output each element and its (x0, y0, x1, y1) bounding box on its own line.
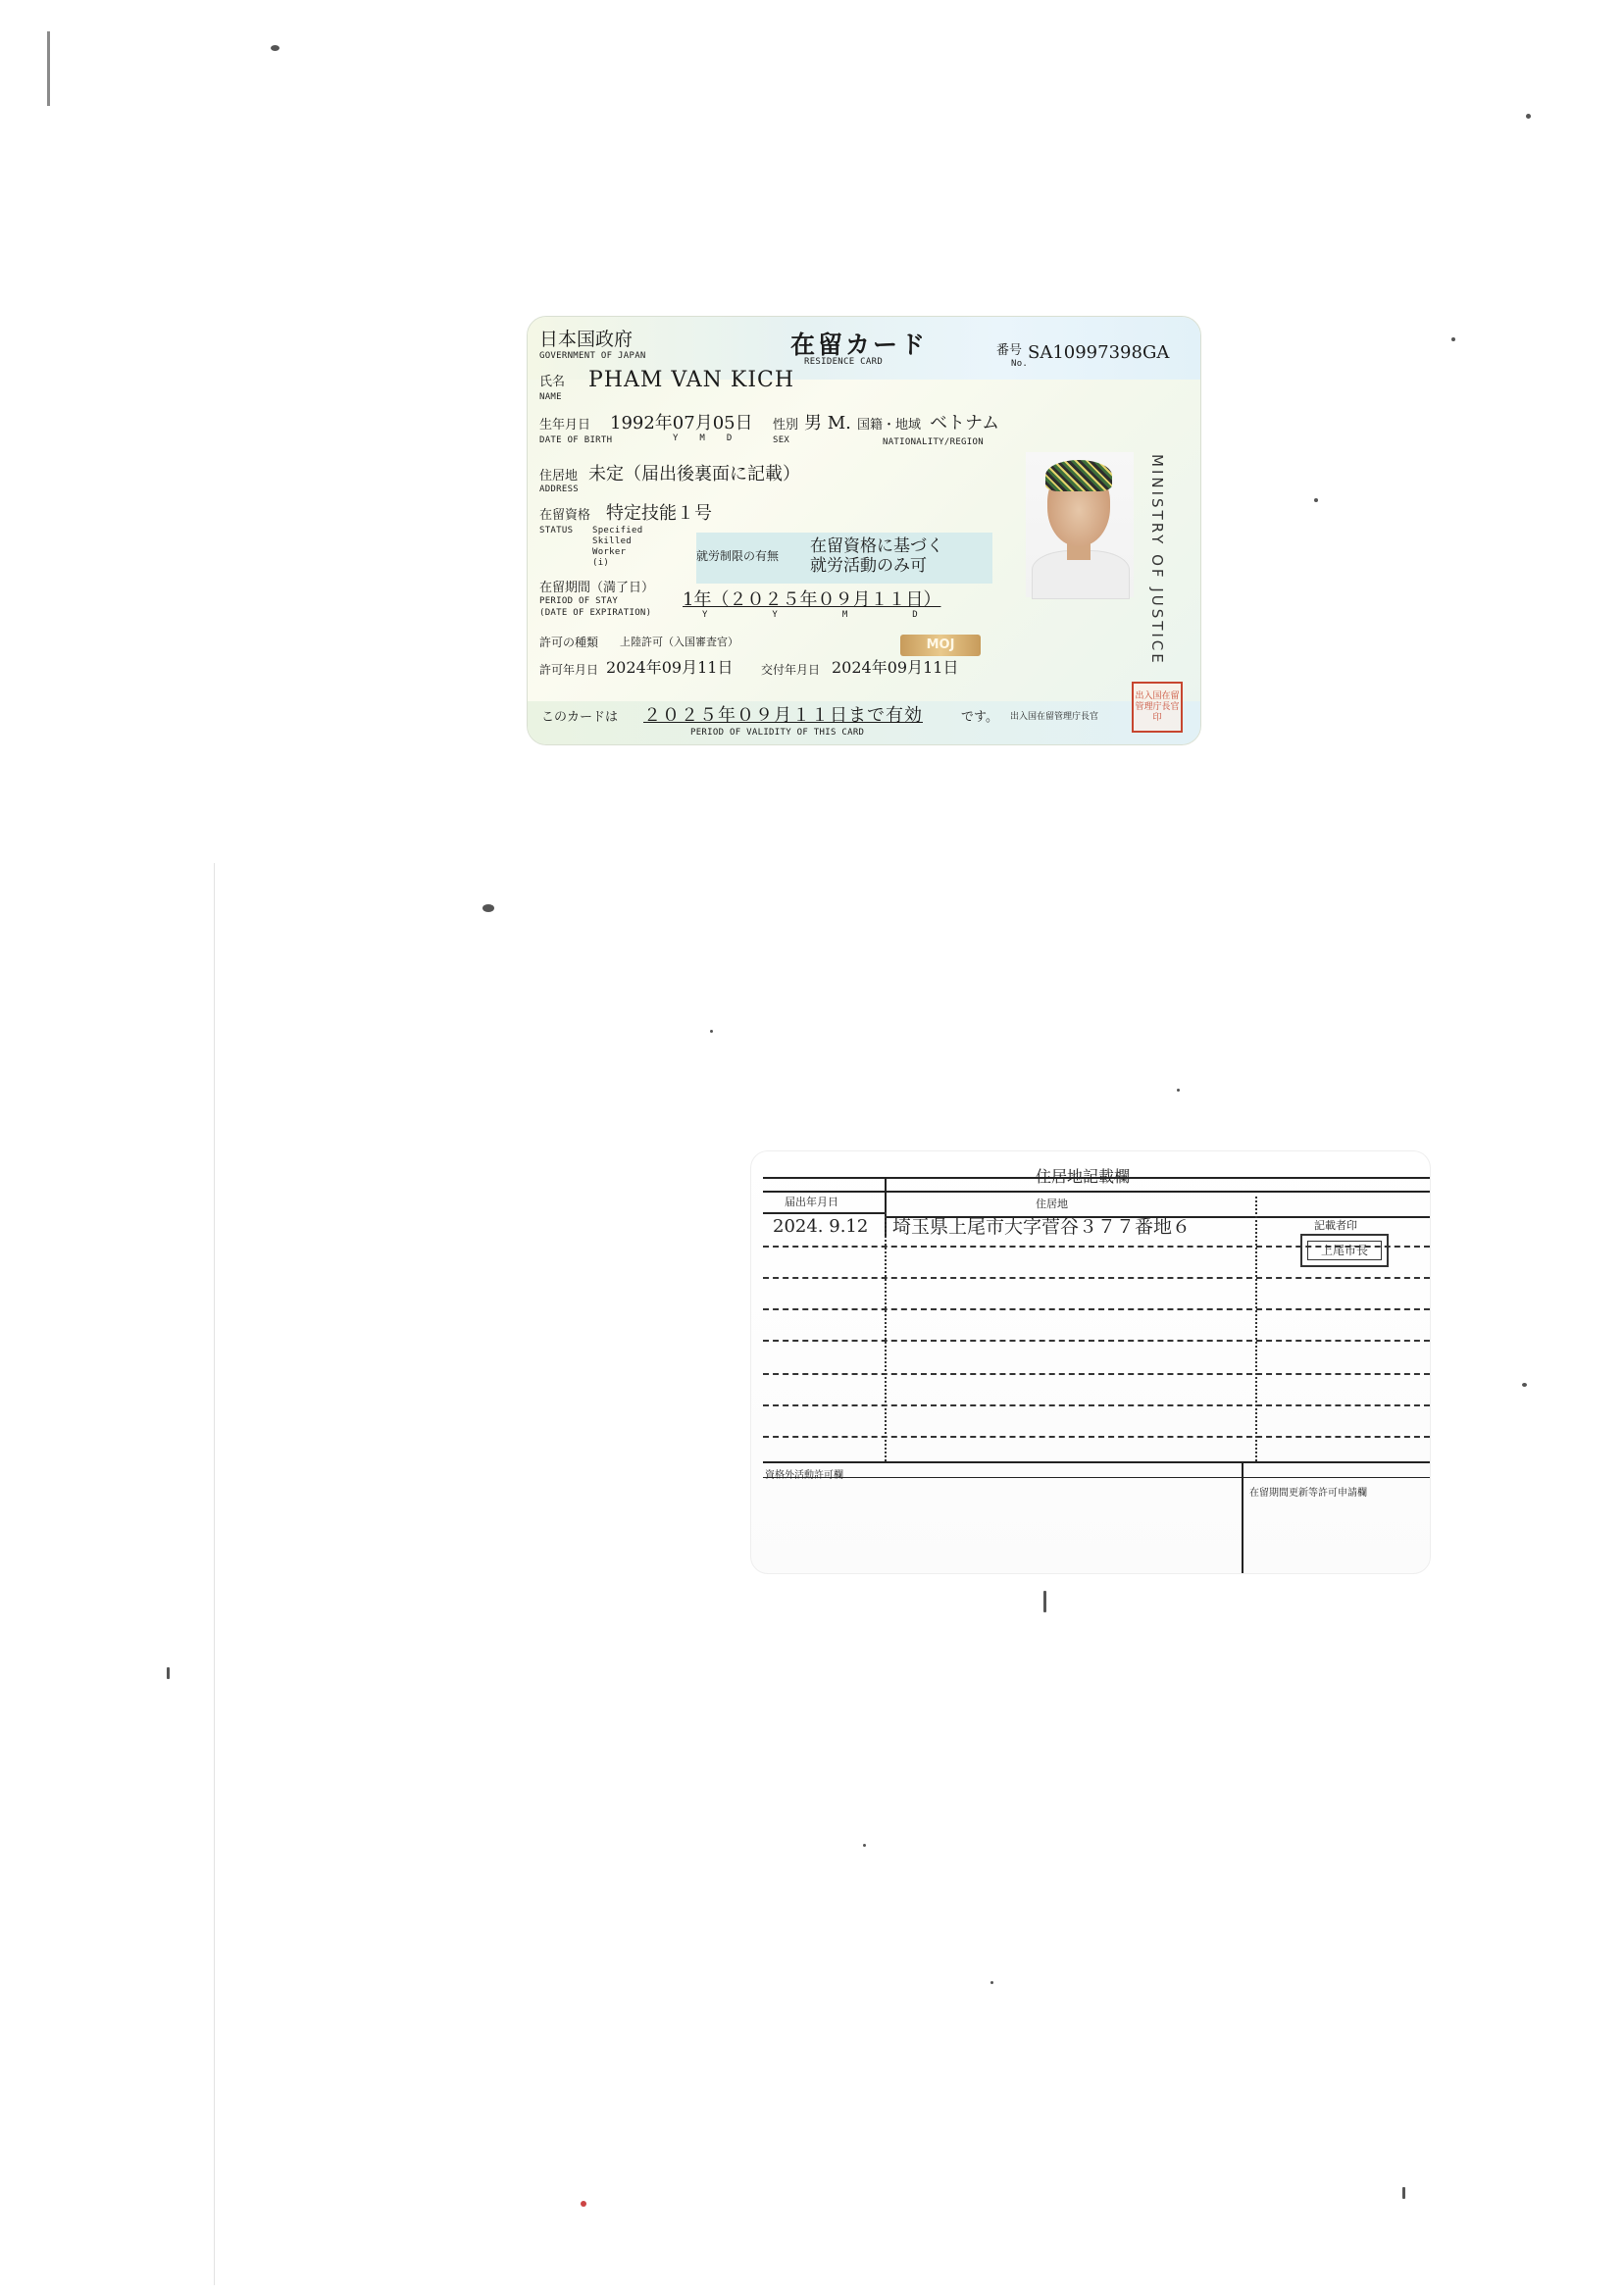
scan-speck (1522, 1383, 1527, 1387)
issue-date-label: 交付年月日 (761, 663, 821, 677)
holder-photo (1026, 452, 1134, 597)
government-en: GOVERNMENT OF JAPAN (539, 351, 646, 361)
row-line-6 (763, 1404, 1430, 1406)
issuer-text: 出入国在留管理庁長官 (1010, 712, 1099, 722)
residence-card-back (750, 1150, 1431, 1574)
issue-date-value: 2024年09月11日 (832, 658, 959, 677)
date-column-header: 届出年月日 (785, 1196, 838, 1208)
moj-hologram: MOJ (900, 635, 981, 656)
permit-type-value: 上陸許可（入国審査官） (620, 636, 738, 648)
work-restriction-value-2: 就労活動のみ可 (810, 556, 927, 576)
status-en-line3: Worker (592, 547, 627, 557)
card-title-jp: 在留カード (790, 331, 929, 359)
row1-address: 埼玉県上尾市大字菅谷３７７番地６ (892, 1216, 1192, 1238)
work-restriction-label: 就労制限の有無 (696, 549, 780, 563)
row-line-4 (763, 1340, 1430, 1342)
address-column-header: 住居地 (1036, 1198, 1068, 1210)
validity-suffix: です。 (961, 710, 998, 725)
stamp-column-header: 記載者印 (1314, 1219, 1357, 1232)
rule-title-bottom (763, 1191, 1430, 1193)
scan-speck (482, 904, 494, 912)
number-label-jp: 番号 (996, 343, 1023, 358)
period-label-jp: 在留期間（満了日） (539, 581, 655, 595)
nationality-label-en: NATIONALITY/REGION (883, 437, 984, 447)
status-en-line1: Specified (592, 526, 643, 535)
card-number: SA10997398GA (1028, 342, 1170, 363)
municipal-stamp-text: 上尾市長 (1307, 1241, 1382, 1260)
validity-date: ２０２５年０９月１１日まで有効 (643, 705, 923, 726)
sex-label-en: SEX (773, 435, 790, 445)
permit-type-label: 許可の種類 (539, 636, 599, 649)
municipal-stamp (1300, 1234, 1389, 1267)
permit-date-value: 2024年09月11日 (606, 658, 734, 677)
holder-name: PHAM VAN KICH (588, 368, 795, 392)
scan-speck (167, 1667, 170, 1679)
address-label-en: ADDRESS (539, 484, 580, 494)
scan-speck (1526, 114, 1531, 119)
row-line-3 (763, 1308, 1430, 1310)
ministry-of-justice-text: MINISTRY OF JUSTICE (1148, 454, 1166, 666)
permission-label: 資格外活動許可欄 (765, 1470, 843, 1481)
issuer-seal: 出入国在留管理庁長官印 (1132, 682, 1183, 733)
nationality-value: ベトナム (930, 413, 1000, 433)
scan-speck (581, 2201, 586, 2207)
scan-speck (863, 1844, 866, 1847)
period-ymd: Y Y M D (702, 610, 919, 620)
dob-label-en: DATE OF BIRTH (539, 435, 613, 445)
nationality-label-jp: 国籍・地域 (857, 418, 922, 433)
photo-hair (1045, 460, 1112, 491)
status-en-line2: Skilled (592, 536, 633, 546)
status-label-jp: 在留資格 (539, 508, 591, 523)
period-label-en-1: PERIOD OF STAY (539, 596, 619, 606)
name-label-jp: 氏名 (539, 375, 566, 389)
renewal-label: 在留期間更新等許可申請欄 (1249, 1488, 1367, 1499)
scan-edge-line (214, 863, 215, 2285)
sex-value: 男 M. (804, 413, 851, 433)
period-value: 1年（２０２５年０９月１１日） (683, 589, 941, 610)
scan-speck (990, 1981, 993, 1984)
dob-value: 1992年07月05日 (610, 413, 753, 433)
divider-renewal-col (1242, 1461, 1243, 1573)
name-label-en: NAME (539, 392, 562, 402)
scan-speck (710, 1030, 713, 1033)
permit-date-label: 許可年月日 (539, 663, 599, 677)
validity-en: PERIOD OF VALIDITY OF THIS CARD (690, 728, 865, 738)
scan-speck (1043, 1591, 1046, 1612)
row1-date: 2024. 9.12 (773, 1216, 869, 1237)
rule-table-bottom (763, 1461, 1430, 1463)
number-label-en: No. (1011, 359, 1029, 369)
dob-label-jp: 生年月日 (539, 418, 591, 433)
divider-stamp-col (1255, 1197, 1257, 1461)
address-label-jp: 住居地 (539, 469, 579, 484)
scan-speck (1177, 1089, 1180, 1092)
scan-speck (1314, 498, 1318, 502)
sex-label-jp: 性別 (773, 418, 799, 433)
validity-prefix: このカードは (541, 710, 619, 725)
divider-date-dashed (885, 1212, 887, 1461)
status-value: 特定技能１号 (606, 503, 712, 524)
row-line-1 (763, 1246, 1430, 1248)
scan-edge-line (47, 31, 50, 106)
row-line-5 (763, 1373, 1430, 1375)
card-title-en: RESIDENCE CARD (804, 357, 884, 367)
work-restriction-value-1: 在留資格に基づく (810, 536, 943, 556)
address-table-title: 住居地記載欄 (1036, 1167, 1131, 1186)
row-line-2 (763, 1277, 1430, 1279)
residence-card-front (527, 316, 1201, 745)
scan-speck (1402, 2187, 1405, 2199)
scan-speck (271, 45, 279, 51)
rule-permission (763, 1477, 1430, 1478)
address-value: 未定（届出後裏面に記載） (588, 464, 800, 484)
rule-date-header (763, 1212, 885, 1214)
period-label-en-2: (DATE OF EXPIRATION) (539, 608, 652, 618)
status-label-en: STATUS (539, 526, 574, 535)
government-jp: 日本国政府 (539, 329, 634, 350)
dob-ymd: Y M D (673, 433, 733, 443)
scan-speck (1451, 337, 1455, 341)
status-en-line4: (i) (592, 558, 610, 568)
row-line-7 (763, 1436, 1430, 1438)
